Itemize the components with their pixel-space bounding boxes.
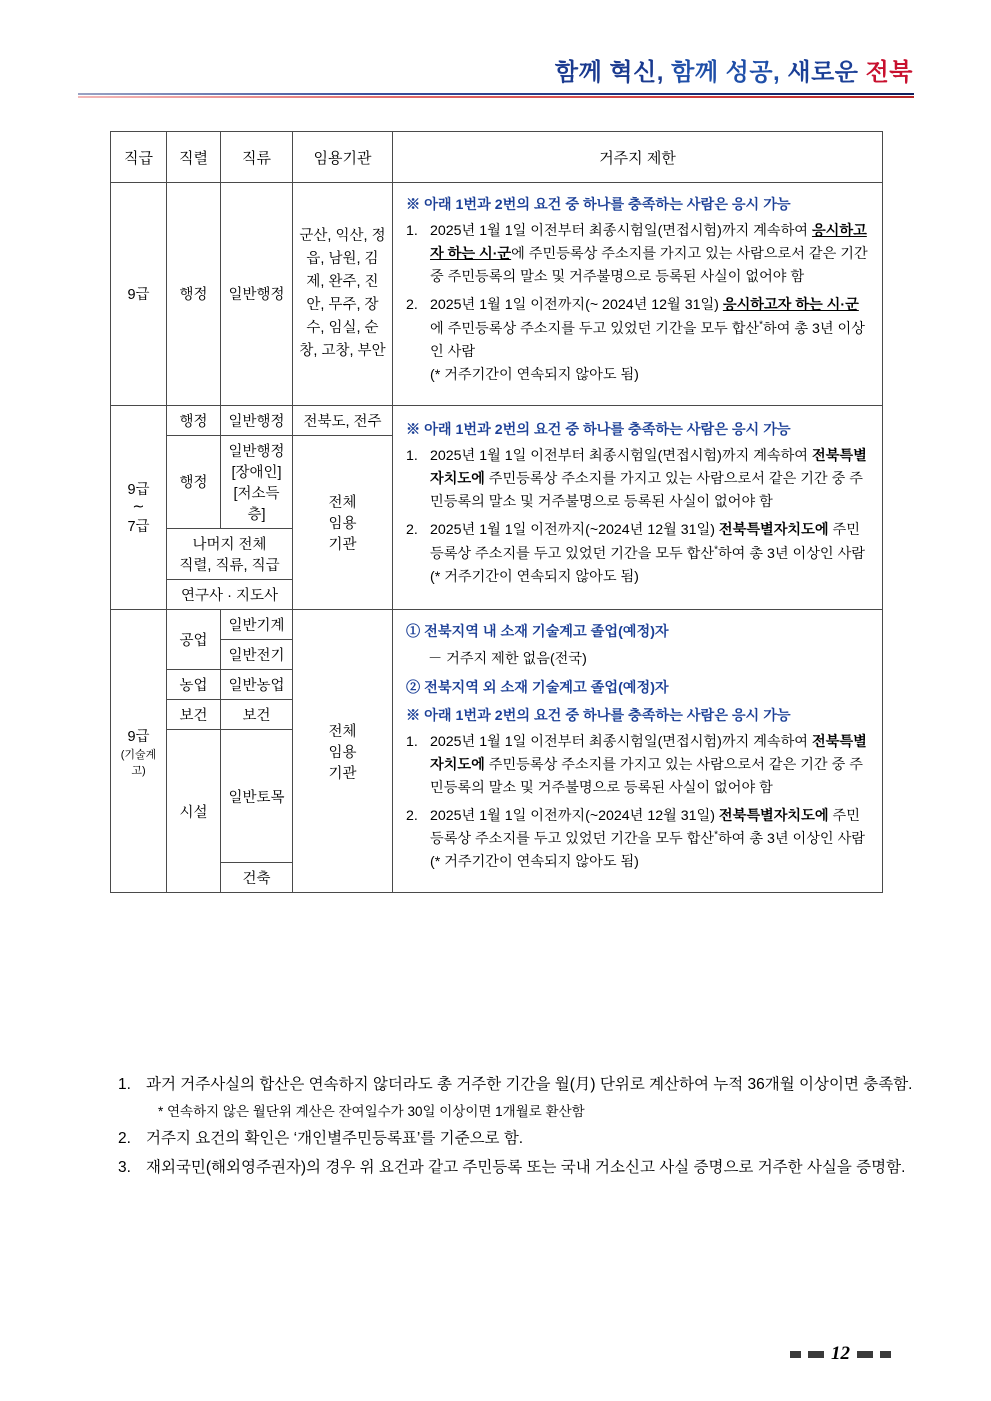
footnote-subtext: * 연속하지 않은 월단위 계산은 잔여일수가 30일 이상이면 1개월로 환산함 — [158, 1103, 585, 1119]
cell-agency-1 — [293, 183, 393, 406]
residency-star-note-3: ※ 아래 1번과 2번의 요건 중 하나를 충족하는 사람은 응시 가능 — [406, 707, 791, 724]
header-divider-blue — [78, 93, 914, 95]
cell-remaining-all: 나머지 전체 직렬, 직류, 직급 — [167, 528, 293, 579]
agency-list-1: 군산, 익산, 정읍, 남원, 김제, 완주, 진안, 무주, 장수, 임실, 순창, 고창, 부안 — [299, 228, 386, 359]
footnote-marker: 1. — [118, 1076, 131, 1093]
header-divider-red — [78, 96, 914, 98]
item-marker: 1. — [406, 223, 418, 239]
page-number-block — [790, 1343, 891, 1365]
cell-class-2a: 일반행정 — [221, 405, 293, 435]
table-row — [111, 183, 883, 406]
residency-star-note-1: ※ 아래 1번과 2번의 요건 중 하나를 충족하는 사람은 응시 가능 — [406, 197, 791, 213]
header-agency: 임용기관 — [293, 132, 393, 183]
cell-class-3c: 일반농업 — [221, 669, 293, 699]
residency-circle-2: ② 전북지역 외 소재 기술계고 졸업(예정)자 — [406, 679, 669, 696]
residency-item — [406, 220, 869, 289]
footnote-marker: 3. — [118, 1158, 131, 1176]
cell-agency-3: 전체 임용 기관 — [293, 609, 393, 893]
page-number-dash-right-2 — [880, 1351, 891, 1358]
item-text: 2025년 1월 1일 이전까지(~2024년 12월 31일) 전북특별자치도에 주민등록상 주소지를 두고 있었던 기간을 모두 합산*하여 총 3년 이상인 사람 (* 거주기간이 연속되지 않아도 됨) — [430, 807, 865, 871]
header-grade: 직급 — [111, 132, 167, 183]
table-row — [111, 609, 883, 639]
cell-series-3e: 시설 — [167, 729, 221, 893]
slogan-part-4: 전북 — [865, 59, 913, 86]
residency-items-2 — [406, 445, 869, 589]
cell-class-1: 일반행정 — [221, 183, 293, 406]
cell-series-3d: 보건 — [167, 699, 221, 729]
header-slogan — [555, 52, 913, 87]
header-divider — [78, 93, 914, 98]
header-residency: 거주지 제한 — [393, 132, 883, 183]
page-number-dash-left-2 — [808, 1351, 824, 1358]
residency-item — [406, 519, 869, 589]
cell-class-3e: 일반토목 — [221, 729, 293, 863]
cell-class-3b: 일반전기 — [221, 639, 293, 669]
residency-content-1 — [398, 187, 877, 401]
footnote-item — [118, 1155, 918, 1182]
cell-grade-2: 9급 ∼ 7급 — [111, 405, 167, 609]
cell-class-3d: 보건 — [221, 699, 293, 729]
footnote-text: 과거 거주사실의 합산은 연속하지 않더라도 총 거주한 기간을 월(月) 단위로 계산하여 누적 36개월 이상이면 충족함. — [146, 1076, 913, 1093]
cell-series-2a: 행정 — [167, 405, 221, 435]
residency-item — [406, 294, 869, 387]
item-text: 2025년 1월 1일 이전부터 최종시험일(면접시험)까지 계속하여 전북특별자치도에 주민등록상 주소지를 가지고 있는 사람으로서 같은 기간 중 주민등록의 말소 및 거주불명으로 등록된 사실이 없어야 함 — [430, 733, 867, 796]
footnote-item — [118, 1072, 918, 1123]
table-row — [111, 405, 883, 435]
residency-content-2 — [398, 412, 877, 603]
cell-class-3f: 건축 — [221, 863, 293, 893]
header-slogan-block — [555, 52, 913, 87]
cell-series-3a: 공업 — [167, 609, 221, 669]
cell-residency-2 — [393, 405, 883, 609]
residency-star-note-2: ※ 아래 1번과 2번의 요건 중 하나를 충족하는 사람은 응시 가능 — [406, 421, 791, 438]
item-text: 2025년 1월 1일 이전부터 최종시험일(면접시험)까지 계속하여 전북특별자치도에 주민등록상 주소지를 가지고 있는 사람으로서 같은 기간 중 주민등록의 말소 및 거주불명으로 등록된 사실이 없어야 함 — [430, 447, 867, 510]
footnotes-block — [118, 1072, 918, 1183]
slogan-part-3: 새로운 — [787, 59, 859, 86]
footnote-text: 재외국민(해외영주권자)의 경우 위 요건과 같고 주민등록 또는 국내 거소신고 사실 증명으로 거주한 사실을 증명함. — [146, 1158, 906, 1176]
residency-items-3 — [406, 731, 869, 875]
page-number: 12 — [831, 1343, 850, 1364]
page-number-dash-left-1 — [790, 1351, 801, 1358]
item-marker: 2. — [406, 807, 418, 824]
cell-grade-3: 9급 (기술계고) — [111, 609, 167, 893]
header-series: 직렬 — [167, 132, 221, 183]
residency-dash-1: － 거주지 제한 없음(전국) — [428, 650, 587, 667]
residency-item — [406, 445, 869, 514]
cell-agency-2a: 전북도, 전주 — [293, 405, 393, 435]
residency-table-wrapper — [110, 131, 883, 893]
item-marker: 1. — [406, 733, 418, 750]
cell-agency-2-merged: 전체 임용 기관 — [293, 435, 393, 609]
cell-grade-1: 9급 — [111, 183, 167, 406]
residency-item — [406, 731, 869, 800]
cell-class-3a: 일반기계 — [221, 609, 293, 639]
item-marker: 2. — [406, 521, 418, 538]
item-marker: 2. — [406, 297, 418, 313]
footnote-marker: 2. — [118, 1129, 131, 1147]
slogan-part-2: 함께 성공, — [671, 59, 781, 86]
footnote-item — [118, 1126, 918, 1153]
header-class: 직류 — [221, 132, 293, 183]
cell-series-1: 행정 — [167, 183, 221, 406]
footnotes-list — [118, 1072, 918, 1181]
footnote-text: 거주지 요건의 확인은 ‘개인별주민등록표’를 기준으로 함. — [146, 1129, 524, 1147]
table-header-row — [111, 132, 883, 183]
cell-researcher: 연구사 · 지도사 — [167, 579, 293, 609]
residency-circle-1: ① 전북지역 내 소재 기술계고 졸업(예정)자 — [406, 623, 669, 640]
residency-table — [110, 131, 883, 893]
page-number-dash-right-1 — [857, 1351, 873, 1358]
residency-content-3 — [398, 614, 877, 889]
item-text: 2025년 1월 1일 이전부터 최종시험일(면접시험)까지 계속하여 응시하고자 하는 시·군에 주민등록상 주소지를 가지고 있는 사람으로서 같은 기간 중 주민등록의 말소 및 거주불명으로 등록된 사실이 없어야 함 — [430, 223, 868, 285]
cell-series-2b: 행정 — [167, 435, 221, 528]
item-marker: 1. — [406, 447, 418, 464]
item-text: 2025년 1월 1일 이전까지(~2024년 12월 31일) 전북특별자치도에 주민등록상 주소지를 두고 있었던 기간을 모두 합산*하여 총 3년 이상인 사람 (* 거주기간이 연속되지 않아도 됨) — [430, 521, 865, 585]
cell-residency-3 — [393, 609, 883, 893]
residency-items-1 — [406, 220, 869, 387]
slogan-part-1: 함께 혁신, — [554, 59, 664, 86]
cell-series-3c: 농업 — [167, 669, 221, 699]
residency-item — [406, 805, 869, 875]
cell-residency-1 — [393, 183, 883, 406]
item-text: 2025년 1월 1일 이전까지(~ 2024년 12월 31일) 응시하고자 하는 시·군에 주민등록상 주소지를 두고 있었던 기간을 모두 합산*하여 총 3년 이상인 사람 (* 거주기간이 연속되지 않아도 됨) — [430, 297, 865, 383]
cell-class-2b: 일반행정 [장애인] [저소득층] — [221, 435, 293, 528]
